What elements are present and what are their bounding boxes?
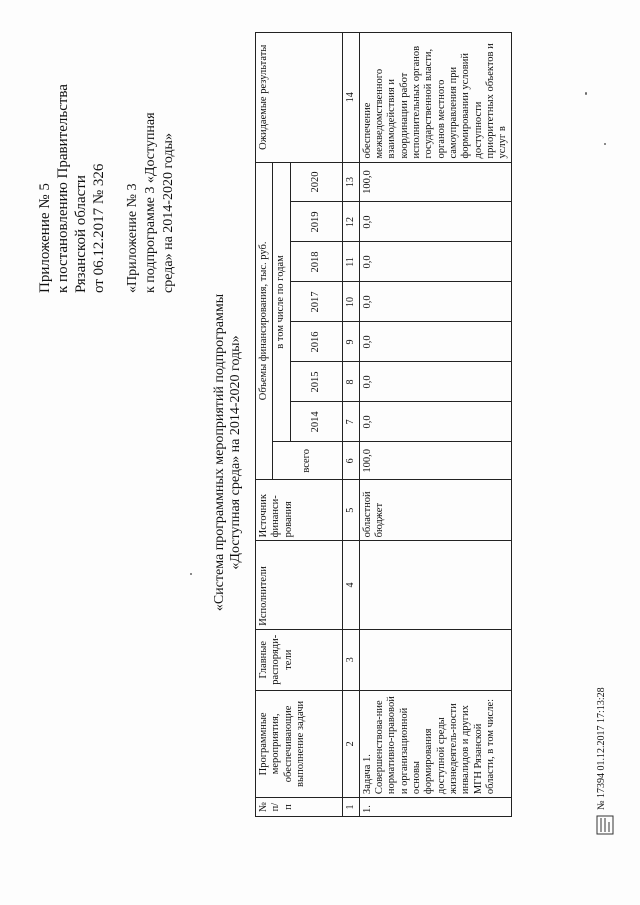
registration-stamp: № 17394 01.12.2017 17:13:28 — [596, 687, 607, 810]
row-year-value: 0,0 — [359, 322, 512, 362]
appendix-header-line: к постановлению Правительства — [55, 84, 71, 293]
header-year: 2014 — [290, 402, 342, 442]
document-title — [212, 0, 244, 905]
subprogram-header-line: среда» на 2014-2020 годы» — [161, 133, 176, 293]
appendix-header-line: Приложение № 5 — [37, 183, 53, 293]
appendix-header-line: от 06.12.2017 № 326 — [91, 163, 107, 293]
header-year: 2015 — [290, 362, 342, 402]
subprogram-header — [124, 112, 178, 293]
header-by-year: в том числе по годам — [273, 162, 290, 442]
header-managers: Главные распоряди-тели — [256, 629, 343, 690]
column-number: 2 — [342, 690, 359, 797]
header-year: 2019 — [290, 202, 342, 242]
column-number: 10 — [342, 282, 359, 322]
subprogram-header-line: к подпрограмме 3 «Доступная — [143, 112, 158, 293]
row-result: обеспечение межведомственного взаимодействия и координации работ исполнительных органов государственной власти, органов местного самоуправления при формировании условий доступности приоритетных объектов и услуг в — [359, 33, 512, 163]
table-header-row — [256, 33, 273, 817]
column-number: 13 — [342, 162, 359, 202]
header-executors: Исполнители — [256, 541, 343, 629]
row-year-value: 0,0 — [359, 282, 512, 322]
scan-speck — [190, 573, 192, 575]
row-total: 100,0 — [359, 442, 512, 480]
column-number: 3 — [342, 629, 359, 690]
row-executor — [359, 541, 512, 629]
column-number: 1 — [342, 798, 359, 817]
column-number: 9 — [342, 322, 359, 362]
header-year: 2020 — [290, 162, 342, 202]
registration-stamp-icon — [596, 815, 614, 835]
row-year-value: 0,0 — [359, 362, 512, 402]
row-source: областной бюджет — [359, 480, 512, 541]
table-row — [359, 33, 512, 817]
header-year: 2017 — [290, 282, 342, 322]
header-measures: Программные мероприятия, обеспечивающие выполнение задачи — [256, 690, 343, 797]
row-manager — [359, 629, 512, 690]
scan-speck — [585, 92, 587, 95]
appendix-header-line: Рязанской области — [73, 175, 89, 293]
scan-speck — [604, 143, 606, 145]
row-num: 1. — [359, 798, 512, 817]
header-results: Ожидаемые результаты — [256, 33, 343, 163]
title-line: «Система программных мероприятий подпрограммы — [212, 293, 227, 612]
column-number: 8 — [342, 362, 359, 402]
column-number: 11 — [342, 242, 359, 282]
column-number-row — [342, 33, 359, 817]
header-year: 2016 — [290, 322, 342, 362]
row-measure: Задача 1. Совершенствова-ние нормативно-правовой и организационной основы формирования доступной среды жизнедеятель-ности инвалидов и других МГН Рязанской области, в том числе: — [359, 690, 512, 797]
header-year: 2018 — [290, 242, 342, 282]
header-source: Источник финанси-рования — [256, 480, 343, 541]
header-funding: Объемы финансирования, тыс. руб. — [256, 162, 273, 480]
column-number: 5 — [342, 480, 359, 541]
measures-table — [255, 32, 512, 817]
row-year-value: 100,0 — [359, 162, 512, 202]
column-number: 12 — [342, 202, 359, 242]
row-year-value: 0,0 — [359, 402, 512, 442]
row-year-value: 0,0 — [359, 242, 512, 282]
row-year-value: 0,0 — [359, 202, 512, 242]
header-total: всего — [273, 442, 342, 480]
column-number: 7 — [342, 402, 359, 442]
column-number: 4 — [342, 541, 359, 629]
header-num: № п/п — [256, 798, 343, 817]
appendix-header — [36, 84, 108, 293]
title-line: «Доступная среда» на 2014-2020 годы» — [228, 335, 243, 570]
column-number: 6 — [342, 442, 359, 480]
subprogram-header-line: «Приложение № 3 — [125, 183, 140, 293]
column-number: 14 — [342, 33, 359, 163]
